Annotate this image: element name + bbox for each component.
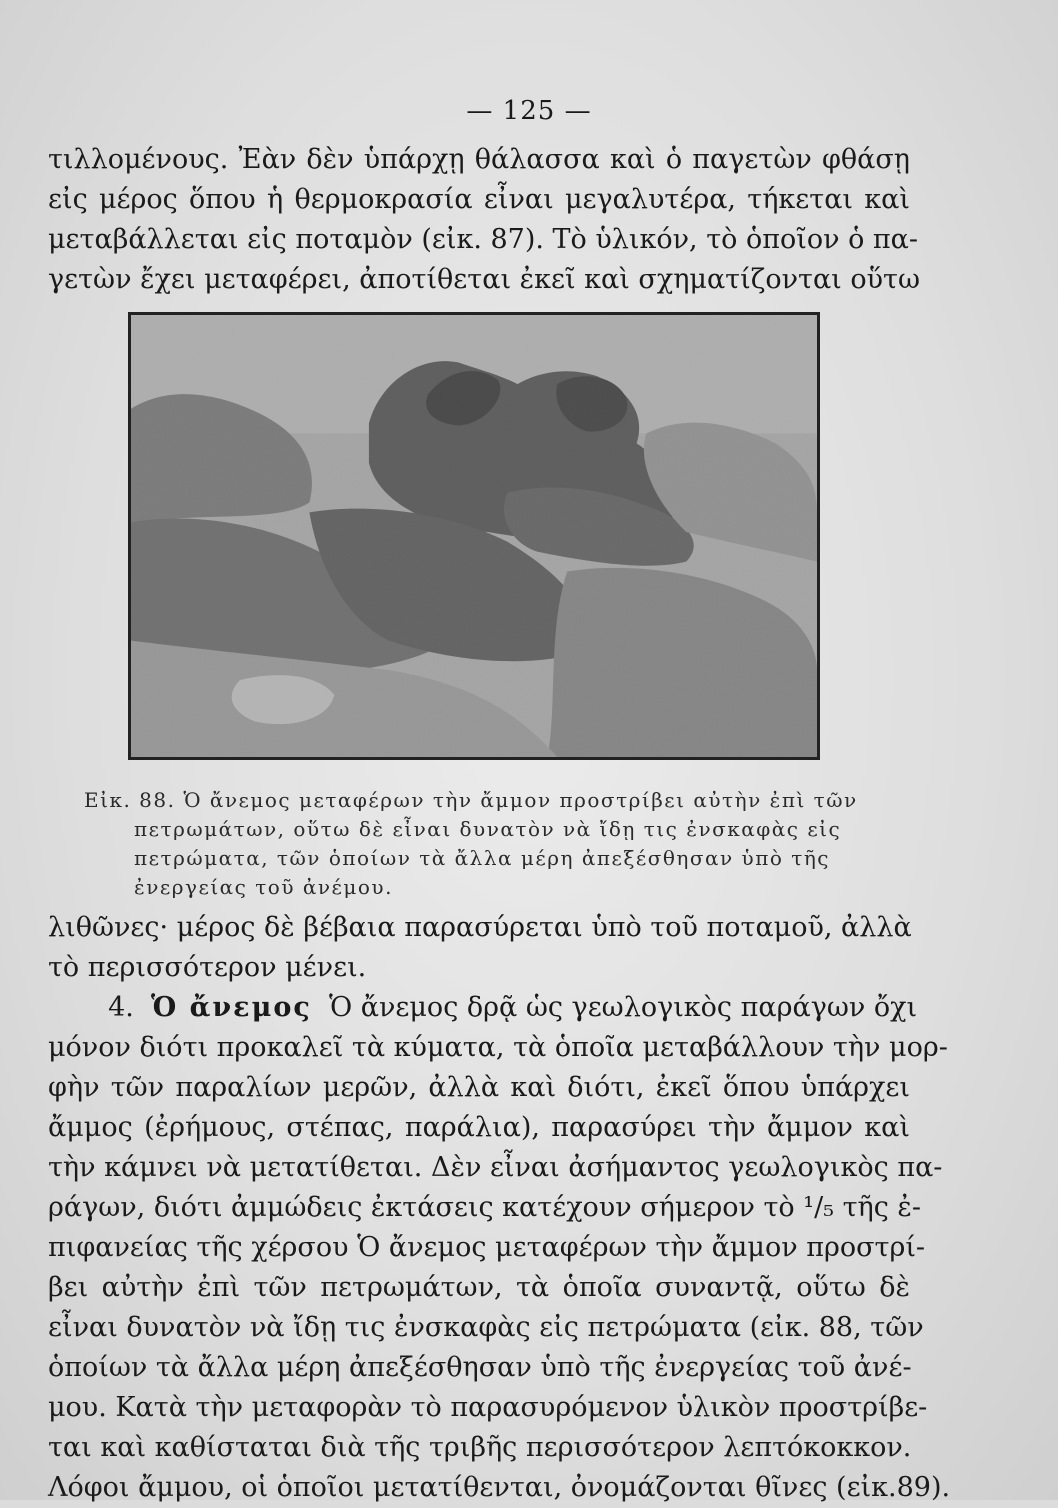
text-line: τιλλομένους. Ἐὰν δὲν ὑπάρχῃ θάλασσα καὶ ὁ παγετὼν φθάσῃ xyxy=(48,144,910,175)
text-line: εἶναι δυνατὸν νὰ ἴδῃ τις ἐνσκαφὰς εἰς πετρώματα (εἰκ. 88, τῶν xyxy=(48,1312,924,1343)
caption-line: ἐνεργείας τοῦ ἀνέμου. xyxy=(134,875,393,899)
section-first-line xyxy=(48,988,918,1028)
section-number: 4. xyxy=(108,992,134,1023)
text-line: μεταβάλλεται εἰς ποταμὸν (εἰκ. 87). Τὸ ὑλικόν, τὸ ὁποῖον ὁ πα- xyxy=(48,224,919,255)
caption-line: πετρωμάτων, οὕτω δὲ εἶναι δυνατὸν νὰ ἴδῃ τις ἐνσκαφὰς εἰς xyxy=(134,817,842,841)
text-line: ὁποίων τὰ ἄλλα μέρη ἀπεξέσθησαν ὑπὸ τῆς ἐνεργείας τοῦ ἀνέ- xyxy=(48,1352,912,1383)
page-number: — 125 — xyxy=(466,96,592,126)
rock-photo-illustration xyxy=(131,315,817,757)
section-text: Ὁ ἄνεμος δρᾷ ὡς γεωλογικὸς παράγων ὄχι xyxy=(328,992,918,1023)
text-line: λιθῶνες· μέρος δὲ βέβαια παρασύρεται ὑπὸ τοῦ ποταμοῦ, ἀλλὰ xyxy=(48,912,912,943)
section-heading: Ὁ ἄνεμος xyxy=(151,992,312,1023)
figure-caption xyxy=(84,786,906,902)
text-line: ται καὶ καθίσταται διὰ τῆς τριβῆς περισσότερον λεπτόκοκκον. xyxy=(48,1432,912,1463)
text-line: ράγων, διότι ἀμμώδεις ἐκτάσεις κατέχουν σήμερον τὸ ¹/₅ τῆς ἐ- xyxy=(48,1192,922,1223)
text-line: πιφανείας τῆς χέρσου Ὁ ἄνεμος μεταφέρων τὴν ἄμμον προστρί- xyxy=(48,1232,926,1263)
caption-line: Εἰκ. 88. Ὁ ἄνεμος μεταφέρων τὴν ἄμμον προστρίβει αὐτὴν ἐπὶ τῶν xyxy=(84,788,858,812)
text-line: μόνον διότι προκαλεῖ τὰ κύματα, τὰ ὁποῖα μεταβάλλουν τὴν μορ- xyxy=(48,1032,948,1063)
figure-photo-wind-eroded-rocks xyxy=(128,312,820,760)
text-line: γετὼν ἔχει μεταφέρει, ἀποτίθεται ἐκεῖ καὶ σχηματίζονται οὕτω xyxy=(48,264,920,295)
text-line: τὴν κάμνει νὰ μετατίθεται. Δὲν εἶναι ἀσήμαντος γεωλογικὸς πα- xyxy=(48,1152,943,1183)
text-line: Λόφοι ἄμμου, οἱ ὁποῖοι μετατίθενται, ὀνομάζονται θῖνες (εἰκ.89). xyxy=(48,1472,951,1503)
paragraph-top xyxy=(48,140,920,300)
caption-line: πετρώματα, τῶν ὁποίων τὰ ἄλλα μέρη ἀπεξέσθησαν ὑπὸ τῆς xyxy=(134,846,830,870)
text-line: τὸ περισσότερον μένει. xyxy=(48,952,367,983)
text-line: βει αὐτὴν ἐπὶ τῶν πετρωμάτων, τὰ ὁποῖα συναντᾷ, οὕτω δὲ xyxy=(48,1272,910,1303)
text-line: ἄμμος (ἐρήμους, στέπας, παράλια), παρασύρει τὴν ἄμμον καὶ xyxy=(48,1112,910,1143)
text-line: μου. Κατὰ τὴν μεταφορὰν τὸ παρασυρόμενον ὑλικὸν προστρίβε- xyxy=(48,1392,928,1423)
paragraph-bottom xyxy=(48,908,951,1508)
text-line: φὴν τῶν παραλίων μερῶν, ἀλλὰ καὶ διότι, ἐκεῖ ὅπου ὑπάρχει xyxy=(48,1072,910,1103)
text-line: εἰς μέρος ὅπου ἡ θερμοκρασία εἶναι μεγαλυτέρα, τήκεται καὶ xyxy=(48,184,910,215)
